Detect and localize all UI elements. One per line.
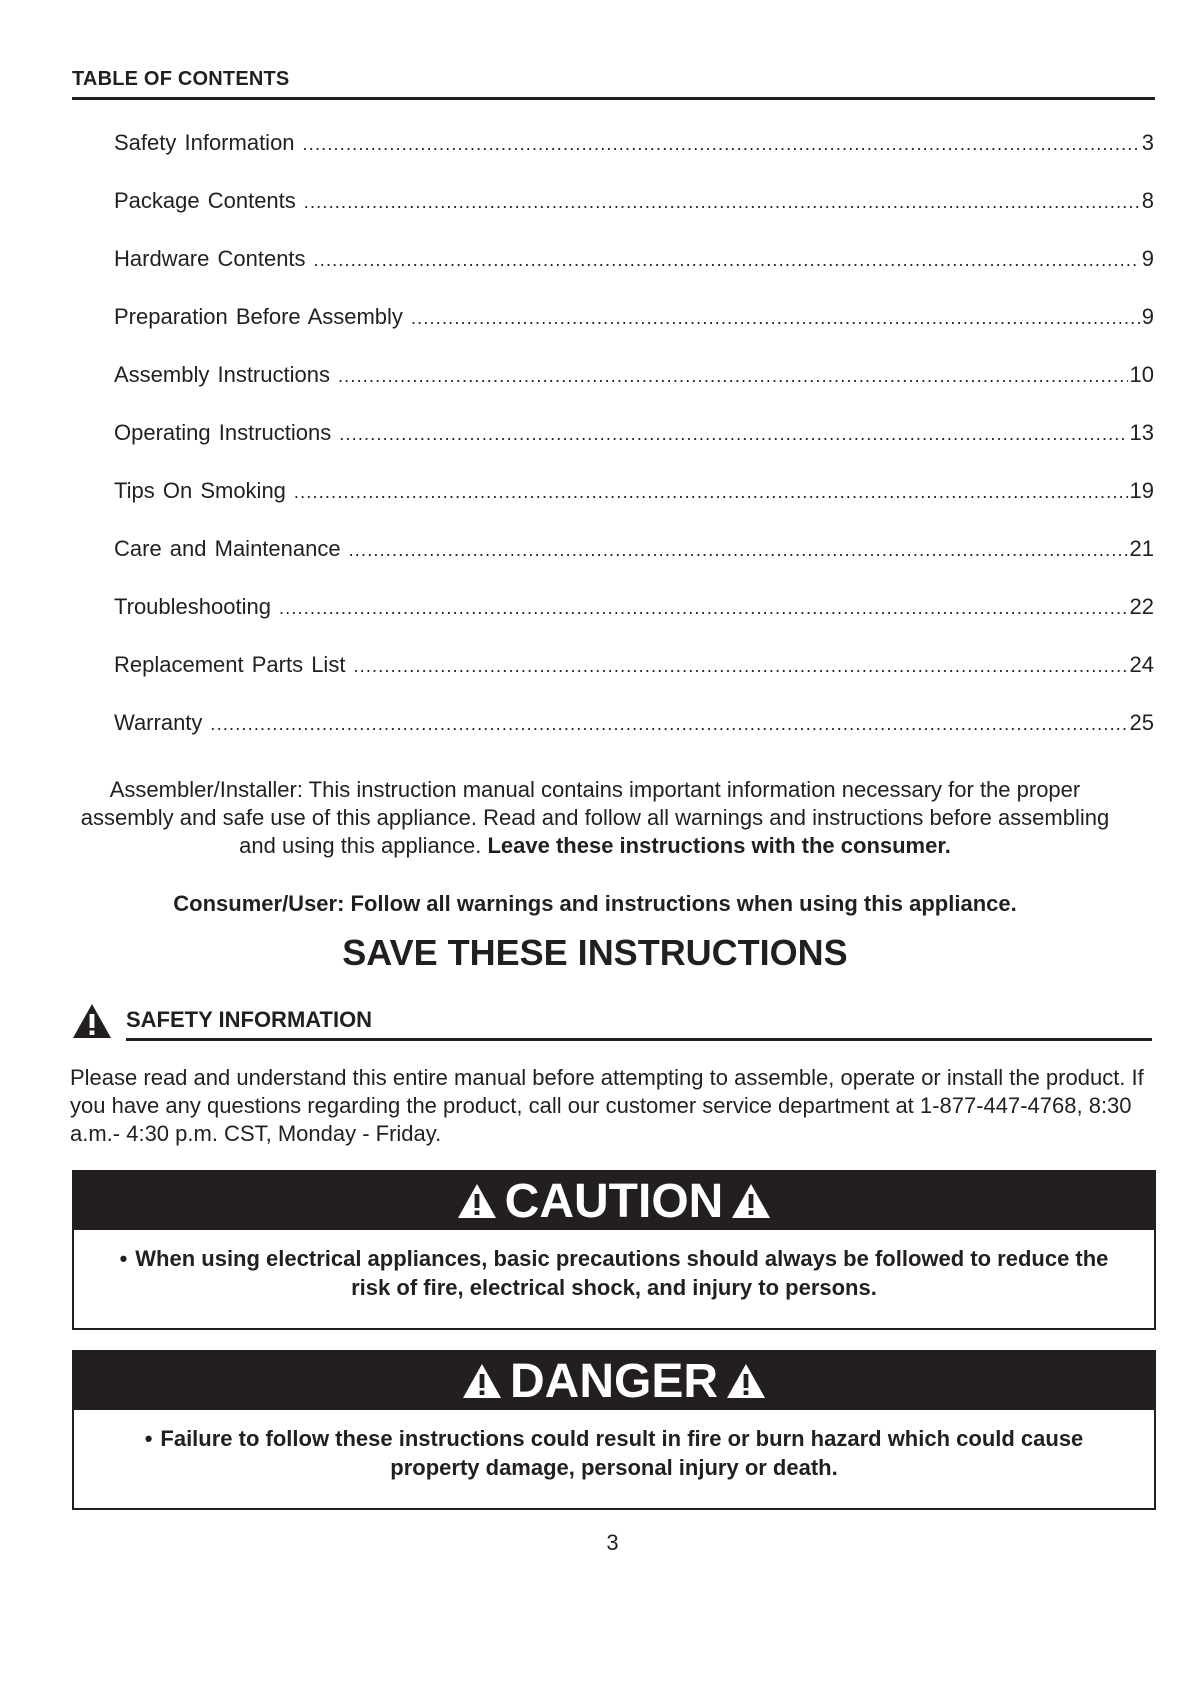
toc-entry-title: Operating Instructions <box>114 420 332 445</box>
toc-entry-title: Package Contents <box>114 188 296 213</box>
toc-entry-title: Care and Maintenance <box>114 536 341 561</box>
toc-entry-page: 25 <box>1129 710 1154 735</box>
toc-dot-leader <box>314 250 1140 271</box>
assembler-intro <box>80 776 1110 860</box>
toc-entry-title: Assembly Instructions <box>114 362 330 387</box>
toc-dot-leader <box>349 540 1128 561</box>
toc-entry-page: 22 <box>1129 594 1154 619</box>
warning-triangle-icon <box>457 1183 497 1219</box>
danger-text-block <box>114 1424 1114 1482</box>
toc-entry-title: Safety Information <box>114 130 295 155</box>
toc-dot-leader <box>338 366 1128 387</box>
toc-entry-title: Tips On Smoking <box>114 478 286 503</box>
caution-text: When using electrical appliances, basic precautions should always be followed to reduce the risk of fire, electrical shock, and injury to persons. <box>135 1246 1109 1300</box>
caution-banner <box>74 1172 1154 1230</box>
safety-heading-rule <box>126 1038 1152 1041</box>
toc-dot-leader <box>353 656 1127 677</box>
toc-entry-page: 21 <box>1129 536 1154 561</box>
danger-title: DANGER <box>509 1354 718 1408</box>
toc-entry <box>114 188 1154 246</box>
toc-dot-leader <box>303 134 1140 155</box>
warning-triangle-icon <box>72 1003 112 1039</box>
toc-entry-page: 9 <box>1141 246 1154 271</box>
toc-dot-leader <box>304 192 1140 213</box>
toc-list <box>114 130 1154 768</box>
safety-information-heading: SAFETY INFORMATION <box>126 1007 373 1032</box>
toc-entry <box>114 420 1154 478</box>
warning-triangle-icon <box>731 1183 771 1219</box>
toc-entry-page: 24 <box>1129 652 1154 677</box>
save-instructions-heading: SAVE THESE INSTRUCTIONS <box>342 932 848 973</box>
danger-box <box>72 1350 1156 1510</box>
toc-entry-title: Preparation Before Assembly <box>114 304 403 329</box>
toc-heading: TABLE OF CONTENTS <box>72 68 290 90</box>
caution-title: CAUTION <box>504 1174 724 1228</box>
toc-dot-leader <box>339 424 1127 445</box>
toc-entry <box>114 246 1154 304</box>
assembler-intro-text: Assembler/Installer: This instruction manual contains important information necessary for the proper assembly and safe use of this appliance. Read and follow all warnings and instructions before assembling and using this appliance. <box>80 777 1110 858</box>
toc-entry <box>114 652 1154 710</box>
bullet-icon: • <box>144 1426 153 1451</box>
warning-triangle-icon <box>726 1363 766 1399</box>
toc-entry <box>114 594 1154 652</box>
consumer-note: Consumer/User: Follow all warnings and instructions when using this appliance. <box>173 891 1017 916</box>
toc-entry-page: 13 <box>1129 420 1154 445</box>
toc-entry <box>114 304 1154 362</box>
toc-entry-page: 9 <box>1141 304 1154 329</box>
toc-entry <box>114 478 1154 536</box>
toc-heading-rule <box>72 97 1155 100</box>
page-number: 3 <box>606 1530 619 1555</box>
toc-entry <box>114 130 1154 188</box>
caution-box <box>72 1170 1156 1330</box>
toc-entry-page: 19 <box>1129 478 1154 503</box>
toc-entry-title: Warranty <box>114 710 203 735</box>
toc-entry <box>114 362 1154 420</box>
bullet-icon: • <box>119 1246 128 1271</box>
toc-entry <box>114 536 1154 594</box>
toc-dot-leader <box>411 308 1140 329</box>
toc-entry-page: 3 <box>1141 130 1154 155</box>
toc-entry-title: Replacement Parts List <box>114 652 346 677</box>
safety-information-text: Please read and understand this entire manual before attempting to assemble, operate or install the product. If you have any questions regarding the product, call our customer service department at 1-877-447-4768, 8:30 a.m.- 4:30 p.m. CST, Monday - Friday. <box>70 1065 1144 1146</box>
toc-entry-page: 8 <box>1141 188 1154 213</box>
caution-text-block <box>114 1244 1114 1302</box>
danger-text: Failure to follow these instructions could result in fire or burn hazard which could cause property damage, personal injury or death. <box>160 1426 1084 1480</box>
toc-dot-leader <box>210 714 1127 735</box>
toc-dot-leader <box>279 598 1128 619</box>
toc-entry-page: 10 <box>1129 362 1154 387</box>
warning-triangle-icon <box>462 1363 502 1399</box>
toc-entry-title: Hardware Contents <box>114 246 306 271</box>
assembler-intro-emphasis: Leave these instructions with the consumer. <box>487 833 951 858</box>
toc-entry <box>114 710 1154 768</box>
toc-entry-title: Troubleshooting <box>114 594 271 619</box>
toc-dot-leader <box>294 482 1128 503</box>
danger-banner <box>74 1352 1154 1410</box>
